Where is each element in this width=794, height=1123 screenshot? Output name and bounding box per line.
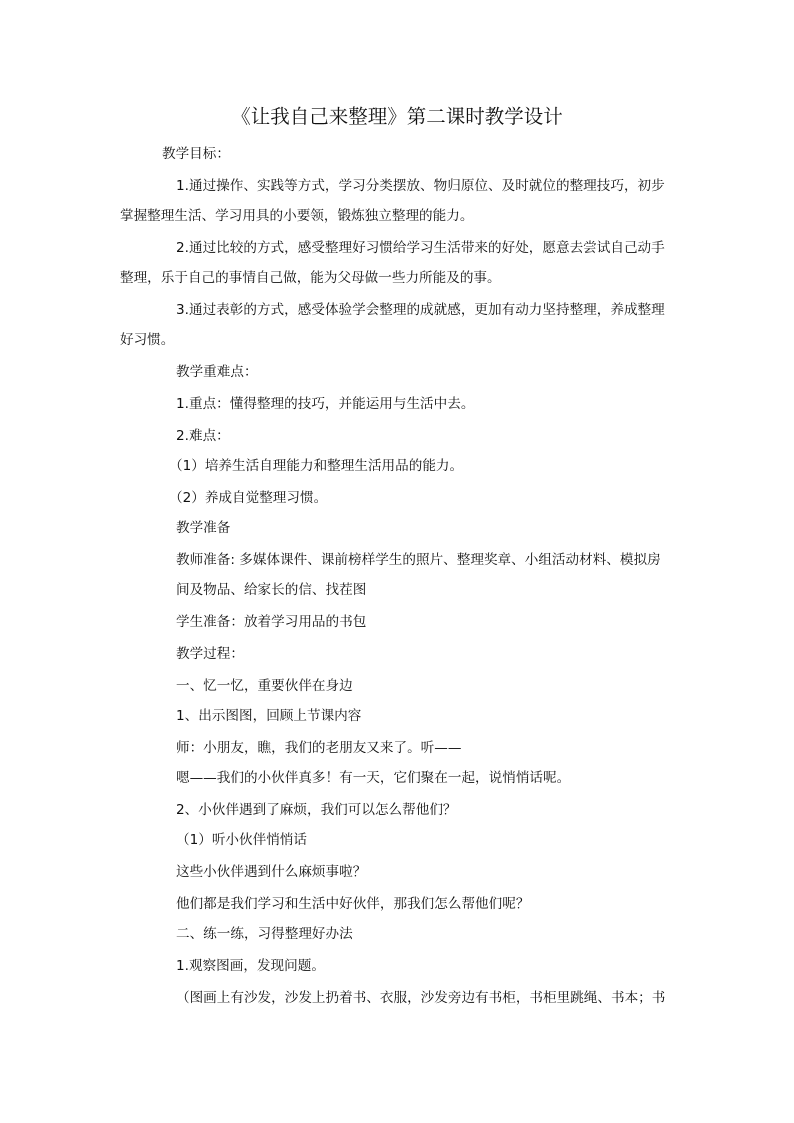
text-line: 一、忆一忆，重要伙伴在身边 [176, 678, 353, 694]
text-line: 教学准备 [176, 520, 231, 536]
text-line: 二、练一练，习得整理好办法 [176, 926, 353, 942]
text-line: 好习惯。 [120, 332, 175, 348]
text-line: 3.通过表彰的方式，感受体验学会整理的成就感，更加有动力坚持整理，养成整理 [176, 302, 665, 318]
text-line: （1）听小伙伴悄悄话 [176, 832, 307, 848]
text-line: 学生准备：放着学习用品的书包 [176, 614, 367, 630]
document-title: 《让我自己来整理》第二课时教学设计 [231, 105, 563, 128]
text-line: 整理，乐于自己的事情自己做，能为父母做一些力所能及的事。 [120, 270, 501, 286]
text-line: 1、出示图图，回顾上节课内容 [176, 708, 362, 724]
text-line: （1）培养生活自理能力和整理生活用品的能力。 [169, 458, 464, 474]
text-line: 他们都是我们学习和生活中好伙伴，那我们怎么帮他们呢？ [176, 896, 530, 912]
text-line: 师：小朋友，瞧，我们的老朋友又来了。听—— [176, 740, 462, 756]
text-line: 教学过程： [176, 646, 244, 662]
text-line: 这些小伙伴遇到什么麻烦事啦？ [176, 864, 367, 880]
text-line: 教师准备: 多媒体课件、课前榜样学生的照片、整理奖章、小组活动材料、模拟房 [176, 552, 661, 568]
text-line: （2）养成自觉整理习惯。 [169, 490, 328, 506]
text-line: 2.难点： [176, 428, 230, 444]
text-line: 1.重点：懂得整理的技巧，并能运用与生活中去。 [176, 396, 475, 412]
text-line: 教学重难点： [176, 364, 258, 380]
text-line: 间及物品、给家长的信、找茬图 [176, 582, 367, 598]
text-line: 2、小伙伴遇到了麻烦，我们可以怎么帮他们？ [176, 802, 457, 818]
text-line: 掌握整理生活、学习用具的小要领，锻炼独立整理的能力。 [120, 208, 474, 224]
text-line: 嗯——我们的小伙伴真多！有一天，它们聚在一起，说悄悄话呢。 [176, 770, 571, 786]
text-line: 1.通过操作、实践等方式，学习分类摆放、物归原位、及时就位的整理技巧，初步 [176, 178, 665, 194]
text-line: 1.观察图画，发现问题。 [176, 958, 325, 974]
text-line: 2.通过比较的方式，感受整理好习惯给学习生活带来的好处，愿意去尝试自己动手 [176, 240, 665, 256]
text-line: （图画上有沙发，沙发上扔着书、衣服，沙发旁边有书柜，书柜里跳绳、书本；书 [176, 990, 666, 1006]
text-line: 教学目标： [162, 146, 230, 162]
